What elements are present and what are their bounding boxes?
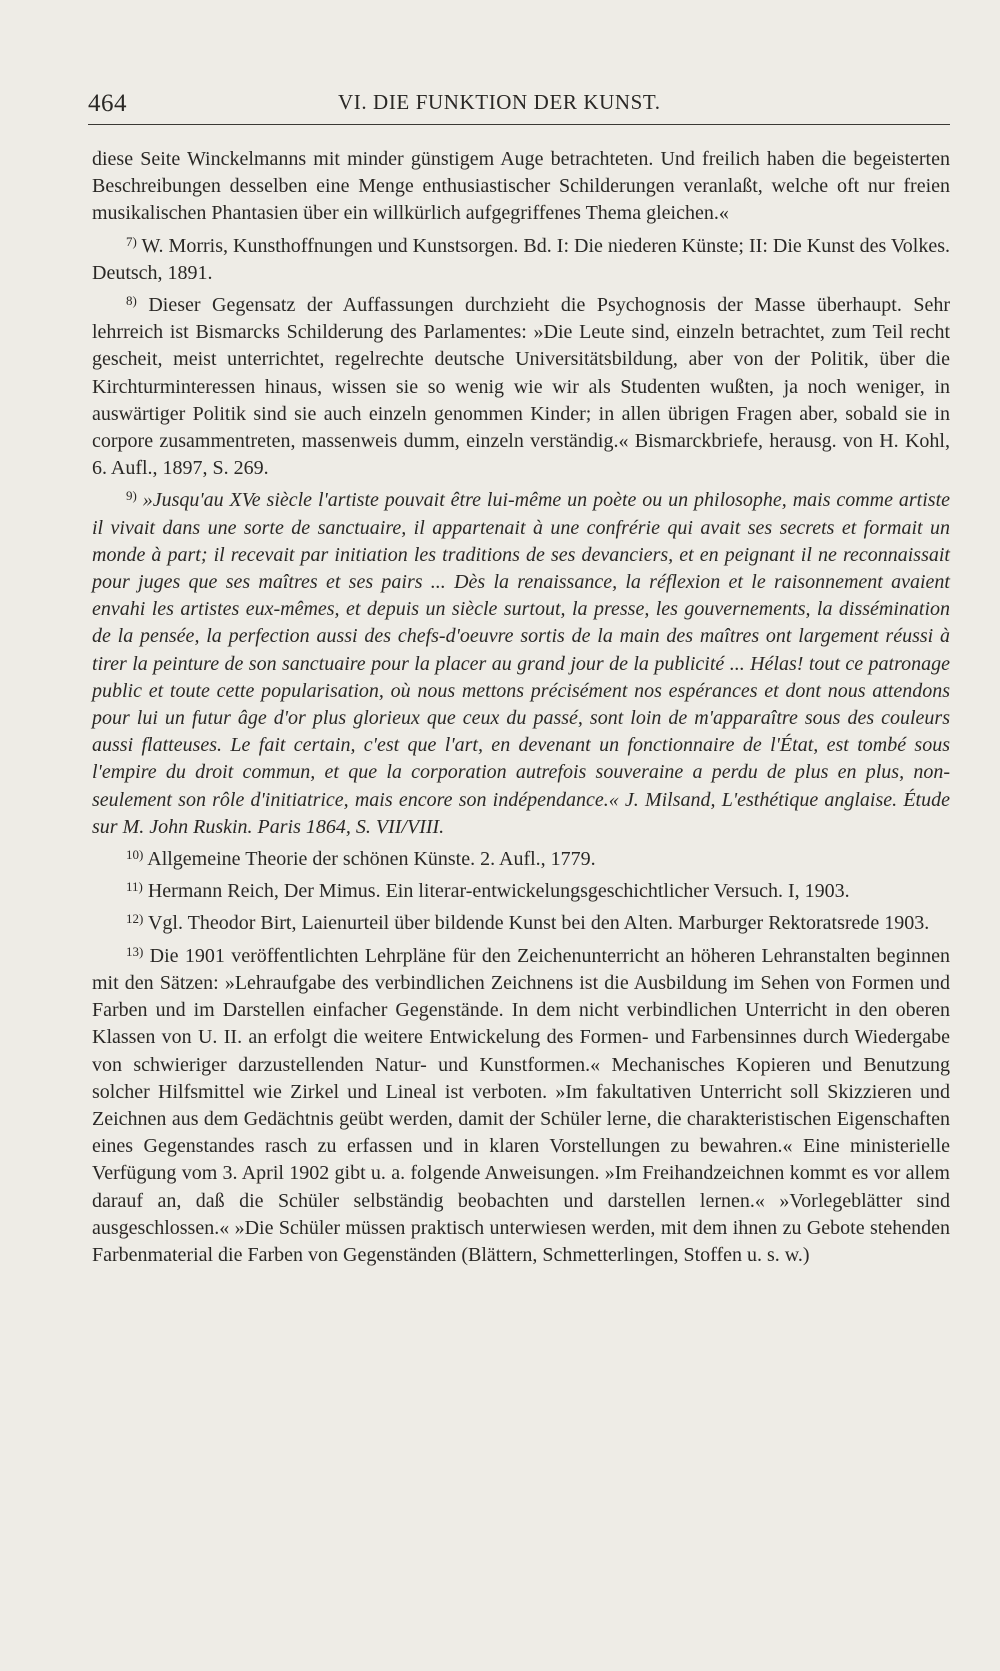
footnote-mark: 10) [126,847,144,863]
footnotes-body [92,146,950,1269]
footnote-text: W. Morris, Kunsthoffnungen und Kunstsorgen. Bd. I: Die niederen Künste; II: Die Kunst des Volkes. Deutsch, 1891. [92,234,950,284]
footnote-mark: 13) [126,943,144,959]
footnote-13 [92,938,950,1269]
footnote-text: »Jusqu'au XVe siècle l'artiste pouvait être lui-même un poète ou un philosophe, mais comme artiste il vivait dans une sorte de sanctuaire, il appartenait à une confrérie qui avait ses secrets et formait un monde à part; il recevait par initiation les traditions de ses devanciers, et en peignant il ne reconnaissait pour juges que ses maîtres et ses pairs ... Dès la renaissance, la réflexion et le raisonnement avaient envahi les artistes eux-mêmes, et depuis un siècle surtout, la presse, les gouvernements, la dissémination de la pensée, la perfection aussi des chefs-d'oeuvre sortis de la main des maîtres ont largement réussi à tirer la peinture de son sanctuaire pour la placer au grand jour de la publicité ... Hélas! tout ce patronage public et toute cette popularisation, où nous mettons précisément nos espérances et dont nous attendons pour lui un futur âge d'or plus glorieux que ceux du passé, sont loin de m'apparaître sous des couleurs aussi flatteuses. Le fait certain, c'est que l'art, en devenant un fonctionnaire de l'État, est tombé sous l'empire du droit commun, et que la corporation autrefois souveraine a perdu de plus en plus, non-seulement son rôle d'initiatrice, mais encore son indépendance.« J. Milsand, L'esthétique anglaise. Étude sur M. John Ruskin. Paris 1864, S. VII/VIII. [92,489,950,838]
footnote-text: Vgl. Theodor Birt, Laienurteil über bildende Kunst bei den Alten. Marburger Rektoratsrede 1903. [147,912,930,935]
footnote-mark: 7) [126,233,137,249]
footnote-9 [92,482,950,841]
footnote-10 [92,841,950,873]
footnote-mark: 9) [126,488,137,504]
running-title: VI. DIE FUNKTION DER KUNST. [338,90,661,114]
footnote-text: Dieser Gegensatz der Auffassungen durchzieht die Psychognosis der Masse überhaupt. Sehr lehrreich ist Bismarcks Schilderung des Parlamentes: »Die Leute sind, einzeln betrachtet, zum Teil recht gescheit, meist unterrichtet, regelrechte deutsche Universitätsbildung, aber von der Politik, über die Kirchturminteressen hinaus, wissen sie so wenig wie wir als Studenten wußten, ja noch weniger, in auswärtiger Politik sind sie auch einzeln genommen Kinder; in allen übrigen Fragen aber, sobald sie in corpore zusammentreten, massenweis dumm, einzeln verständig.« Bismarckbriefe, herausg. von H. Kohl, 6. Aufl., 1897, S. 269. [92,294,950,480]
footnote-8 [92,287,950,482]
page-number: 464 [88,90,127,117]
footnote-text: Allgemeine Theorie der schönen Künste. 2. Aufl., 1779. [147,848,596,871]
footnote-mark: 11) [126,879,143,895]
page-header [88,84,950,125]
footnote-text: Die 1901 veröffentlichten Lehrpläne für den Zeichenunterricht an höheren Lehranstalten beginnen mit den Sätzen: »Lehraufgabe des verbindlichen Zeichnens ist die Ausbildung im Sehen von Formen und Farben und im Darstellen einfacher Gegenstände. In dem nicht verbindlichen Unterricht in den oberen Klassen von U. II. an erfolgt die weitere Entwickelung des Formen- und Farbensinnes durch Wiedergabe von schwieriger darzustellenden Natur- und Kunstformen.« Mechanisches Kopieren und Benutzung solcher Hilfsmittel wie Zirkel und Lineal ist verboten. »Im fakultativen Unterricht soll Skizzieren und Zeichnen aus dem Gedächtnis geübt werden, damit der Schüler lerne, die charakteristischen Eigenschaften eines Gegenstandes rasch zu erfassen und in klaren Vorstellungen zu bewahren.« Eine ministerielle Verfügung vom 3. April 1902 gibt u. a. folgende Anweisungen. »Im Freihandzeichnen kommt es vor allem darauf an, daß die Schüler selbständig beobachten und darstellen lernen.« »Vorlegeblätter sind ausgeschlossen.« »Die Schüler müssen praktisch unterwiesen werden, mit dem ihnen zu Gebote stehenden Farbenmaterial die Farben von Gegenständen (Blättern, Schmetterlingen, Stoffen u. s. w.) [92,944,950,1266]
continued-footnote: diese Seite Winckelmanns mit minder günstigem Auge betrachteten. Und freilich haben die begeisterten Beschreibungen desselben eine Menge enthusiastischer Schilderungen veranlaßt, welche oft nur freien musikalischen Phantasien über ein willkürlich aufgegriffenes Thema gleichen.« [92,148,950,225]
footnote-11 [92,873,950,905]
footnote-mark: 12) [126,911,144,927]
footnote-text: Hermann Reich, Der Mimus. Ein literar-entwickelungsgeschichtlicher Versuch. I, 1903. [147,880,850,903]
footnote-mark: 8) [126,293,137,309]
footnote-12 [92,905,950,937]
footnote-7 [92,228,950,287]
